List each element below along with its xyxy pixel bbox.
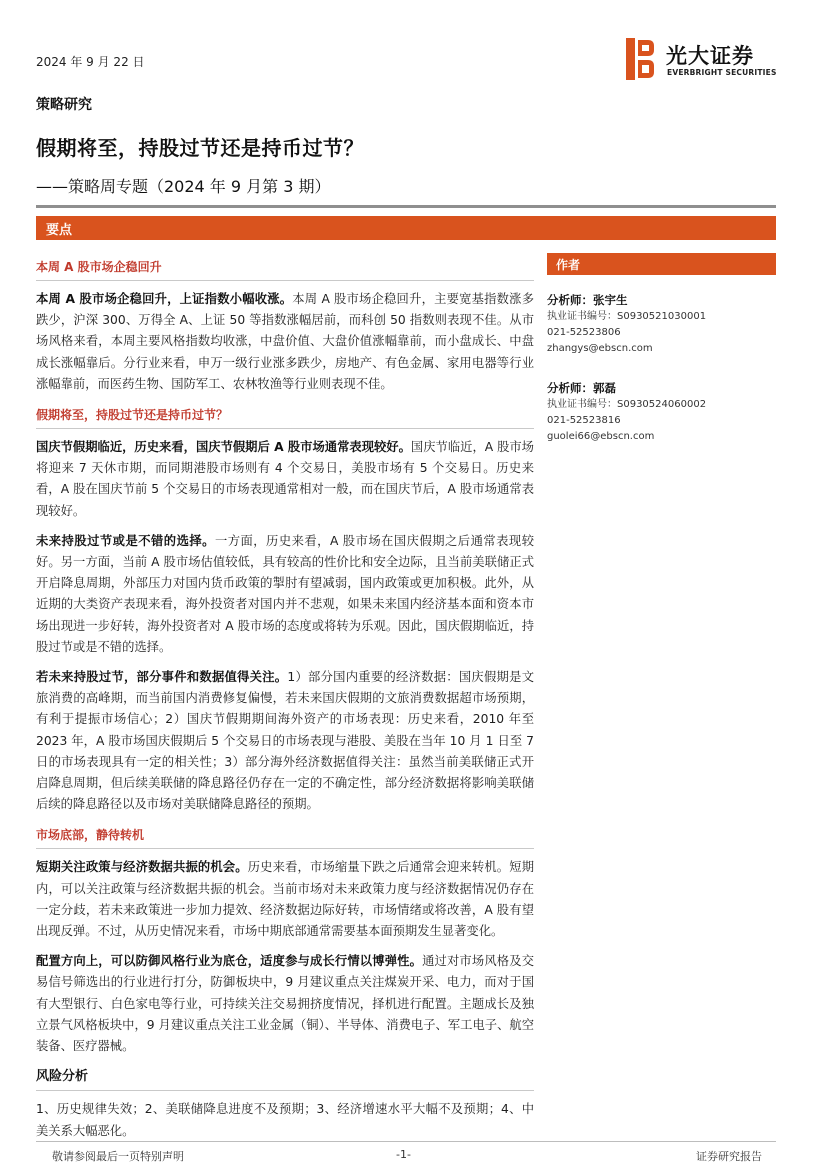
section-divider — [36, 848, 534, 849]
everbright-logo-icon — [626, 38, 656, 80]
paragraph-lead: 本周 A 股市场企稳回升，上证指数小幅收涨。 — [36, 292, 293, 306]
paragraph — [36, 531, 534, 658]
footer-report-type: 证券研究报告 — [696, 1150, 762, 1163]
risk-heading: 风险分析 — [36, 1069, 89, 1085]
page-number: -1- — [396, 1148, 411, 1161]
report-title: 假期将至，持股过节还是持币过节？ — [36, 136, 364, 160]
report-date: 2024 年 9 月 22 日 — [36, 55, 145, 69]
paragraph-lead: 若未来持股过节，部分事件和数据值得关注。 — [36, 670, 288, 685]
paragraph — [36, 667, 534, 815]
footer-disclaimer: 敬请参阅最后一页特别声明 — [52, 1150, 184, 1163]
paragraph-lead: 国庆节假期临近，历史来看，国庆节假期后 A 股市场通常表现较好。 — [36, 440, 411, 455]
paragraph-body: 国庆节临近，A 股市场将迎来 7 天休市期，而同期港股市场则有 4 个交易日，美股市场有 5 个交易日。历史来看，A 股在国庆节前 5 个交易日的市场表现通常相对一般，而在国庆节后，A 股市场通常表现较好。 — [36, 440, 534, 518]
section-divider — [36, 428, 534, 429]
main-content — [36, 256, 534, 1151]
report-subtitle: ——策略周专题（2024 年 9 月第 3 期） — [36, 177, 331, 196]
analyst-card — [547, 379, 776, 445]
paragraph-body: 一方面，历史来看，A 股市场在国庆假期之后通常表现较好。另一方面，当前 A 股市场估值较低，具有较高的性价比和安全边际，且当前美联储正式开启降息周期，外部压力对国内货币政策的掣肘有望减弱，国内政策或更加积极。此外，从近期的大类资产表现来看，海外投资者对国内并不悲观，如果未来国内经济基本面和资本市场出现进一步好转，海外投资者对 A 股市场的态度或将转为乐观。因此，国庆假期临近，持股过节或是不错的选择。 — [36, 533, 534, 654]
section-heading: 本周 A 股市场企稳回升 — [36, 260, 162, 274]
paragraph-body: 历史来看，市场缩量下跌之后通常会迎来转机。短期内，可以关注政策与经济数据共振的机会。当前市场对未来政策力度与经济数据情况仍存在一定分歧，若未来政策进一步加力提效、经济数据边际好转，市场情绪或将改善，A 股有望出现反弹。不过，从历史情况来看，市场中期底部通常需要基本面预期发生显著变化。 — [36, 860, 534, 939]
paragraph — [36, 437, 534, 522]
brand-name-cn: 光大证券 — [666, 44, 754, 68]
key-points-bar — [36, 216, 776, 240]
author-bar — [547, 253, 776, 275]
analyst-phone: 021-52523806 — [547, 327, 621, 338]
paragraph — [36, 289, 534, 395]
analyst-phone: 021-52523816 — [547, 415, 621, 426]
paragraph-lead: 未来持股过节或是不错的选择。 — [36, 533, 215, 548]
paragraph-lead: 配置方向上，可以防御风格行业为底仓，适度参与成长行情以博弹性。 — [36, 954, 423, 969]
brand-name-en: EVERBRIGHT SECURITIES — [667, 68, 777, 77]
paragraph-body: 本周 A 股市场企稳回升，主要宽基指数涨多跌少，沪深 300、万得全 A、上证 50 等指数涨幅居前，而科创 50 指数则表现不佳。从市场风格来看，本周主要风格指数均收涨，中盘价值、大盘价值涨幅靠前，而小盘成长、中盘成长涨幅靠后。分行业来看，申万一级行业涨多跌少，房地产、有色金属、家用电器等行业涨幅靠前，而医药生物、国防军工、农林牧渔等行业则表现不佳。 — [36, 292, 534, 391]
paragraph-lead: 短期关注政策与经济数据共振的机会。 — [36, 860, 248, 875]
section-heading: 市场底部，静待转机 — [36, 828, 145, 843]
section-divider — [36, 280, 534, 281]
section-divider — [36, 1090, 534, 1091]
analyst-name: 分析师：郭磊 — [547, 381, 616, 395]
section-heading: 假期将至，持股过节还是持币过节？ — [36, 408, 229, 423]
paragraph-body: 1）部分国内重要的经济数据：国庆假期是文旅消费的高峰期，而当前国内消费修复偏慢，若未来国庆假期的文旅消费数据超市场预期，有利于提振市场信心；2）国庆节假期期间海外资产的市场表现：历史来看，2010 年至 2023 年，A 股市场国庆假期后 5 个交易日的市场表现与港股、美股在当年 10 月 1 日至 7 日的市场表现具有一定的相关性；3）部分海外经济数据值得关注：虽然当前美联储正式开启降息周期，但后续美联储的降息路径仍存在一定的不确定性，部分经济数据将影响美联储后续的降息路径以及市场对美联储降息路径的预期。 — [36, 670, 534, 812]
analyst-cert: 执业证书编号：S0930524060002 — [547, 399, 707, 410]
author-sidebar — [547, 253, 776, 445]
paragraph — [36, 951, 534, 1057]
analyst-email[interactable]: zhangys@ebscn.com — [547, 343, 653, 354]
paragraph — [36, 857, 534, 942]
footer-divider — [36, 1141, 776, 1142]
analyst-email[interactable]: guolei66@ebscn.com — [547, 431, 655, 442]
analyst-card — [547, 291, 776, 357]
analyst-name: 分析师：张宇生 — [547, 293, 628, 307]
author-label: 作者 — [556, 258, 581, 272]
paragraph-body: 通过对市场风格及交易信号筛选出的行业进行打分，防御板块中，9 月建议重点关注煤炭开采、电力，而对于国有大型银行、白色家电等行业，可持续关注交易拥挤度情况，择机进行配置。主题成长及独立景气风格板块中，9 月建议重点关注工业金属（铜）、半导体、消费电子、军工电子、航空装备、医疗器械。 — [36, 954, 534, 1054]
risk-text: 1、历史规律失效；2、美联储降息进度不及预期；3、经济增速水平大幅不及预期；4、中美关系大幅恶化。 — [36, 1102, 534, 1138]
header-divider — [36, 205, 776, 208]
analyst-cert: 执业证书编号：S0930521030001 — [547, 311, 707, 322]
brand-logo — [626, 38, 786, 84]
report-category: 策略研究 — [36, 97, 92, 113]
key-points-label: 要点 — [46, 223, 73, 238]
